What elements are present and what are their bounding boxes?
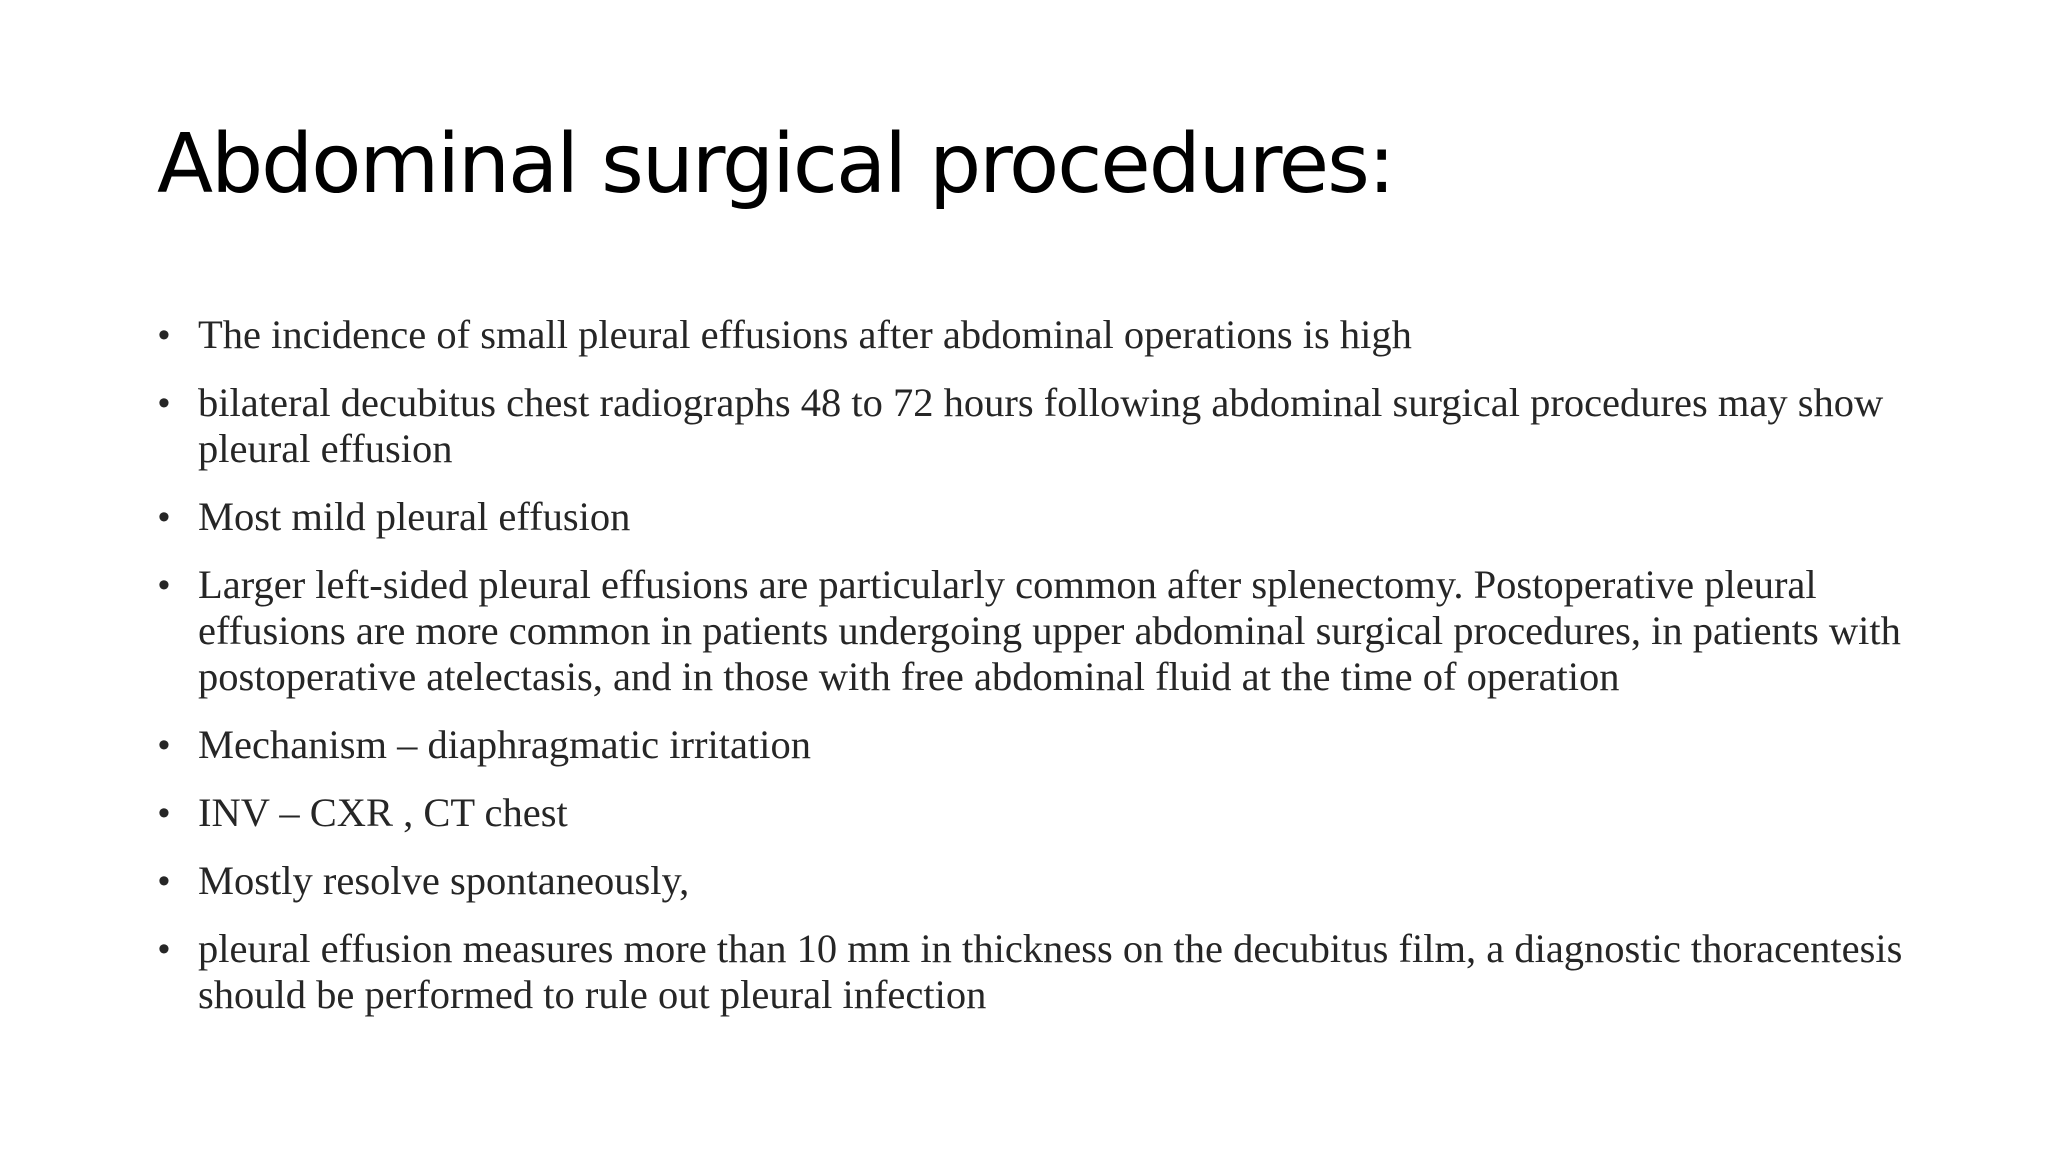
slide-title: Abdominal surgical procedures: — [157, 117, 1394, 212]
bullet-item — [158, 926, 1918, 1018]
bullet-text: Mostly resolve spontaneously, — [198, 858, 690, 903]
bullet-text: pleural effusion measures more than 10 mm in thickness on the decubitus film, a diagnostic thoracentesis should be performed to rule out pleural infection — [198, 926, 1903, 1017]
bullet-item — [158, 858, 1918, 904]
bullet-item — [158, 722, 1918, 768]
bullet-item — [158, 790, 1918, 836]
bullet-text: Mechanism – diaphragmatic irritation — [198, 722, 811, 767]
bullet-icon: • — [158, 566, 170, 604]
bullet-text: The incidence of small pleural effusions after abdominal operations is high — [198, 312, 1412, 357]
bullet-list — [158, 312, 1918, 1040]
bullet-icon: • — [158, 498, 170, 536]
bullet-item — [158, 562, 1918, 700]
bullet-item — [158, 380, 1918, 472]
bullet-text: INV – CXR , CT chest — [198, 790, 568, 835]
bullet-icon: • — [158, 316, 170, 354]
bullet-icon: • — [158, 384, 170, 422]
bullet-text: Larger left-sided pleural effusions are particularly common after splenectomy. Postoperative pleural effusions are more common in patients undergoing upper abdominal surgical procedures, in patients with postoperative atelectasis, and in those with free abdominal fluid at the time of operation — [198, 562, 1901, 699]
bullet-icon: • — [158, 862, 170, 900]
bullet-text: Most mild pleural effusion — [198, 494, 631, 539]
bullet-text: bilateral decubitus chest radiographs 48 to 72 hours following abdominal surgical procedures may show pleural effusion — [198, 380, 1884, 471]
bullet-item — [158, 312, 1918, 358]
bullet-icon: • — [158, 726, 170, 764]
bullet-icon: • — [158, 930, 170, 968]
bullet-item — [158, 494, 1918, 540]
bullet-icon: • — [158, 794, 170, 832]
